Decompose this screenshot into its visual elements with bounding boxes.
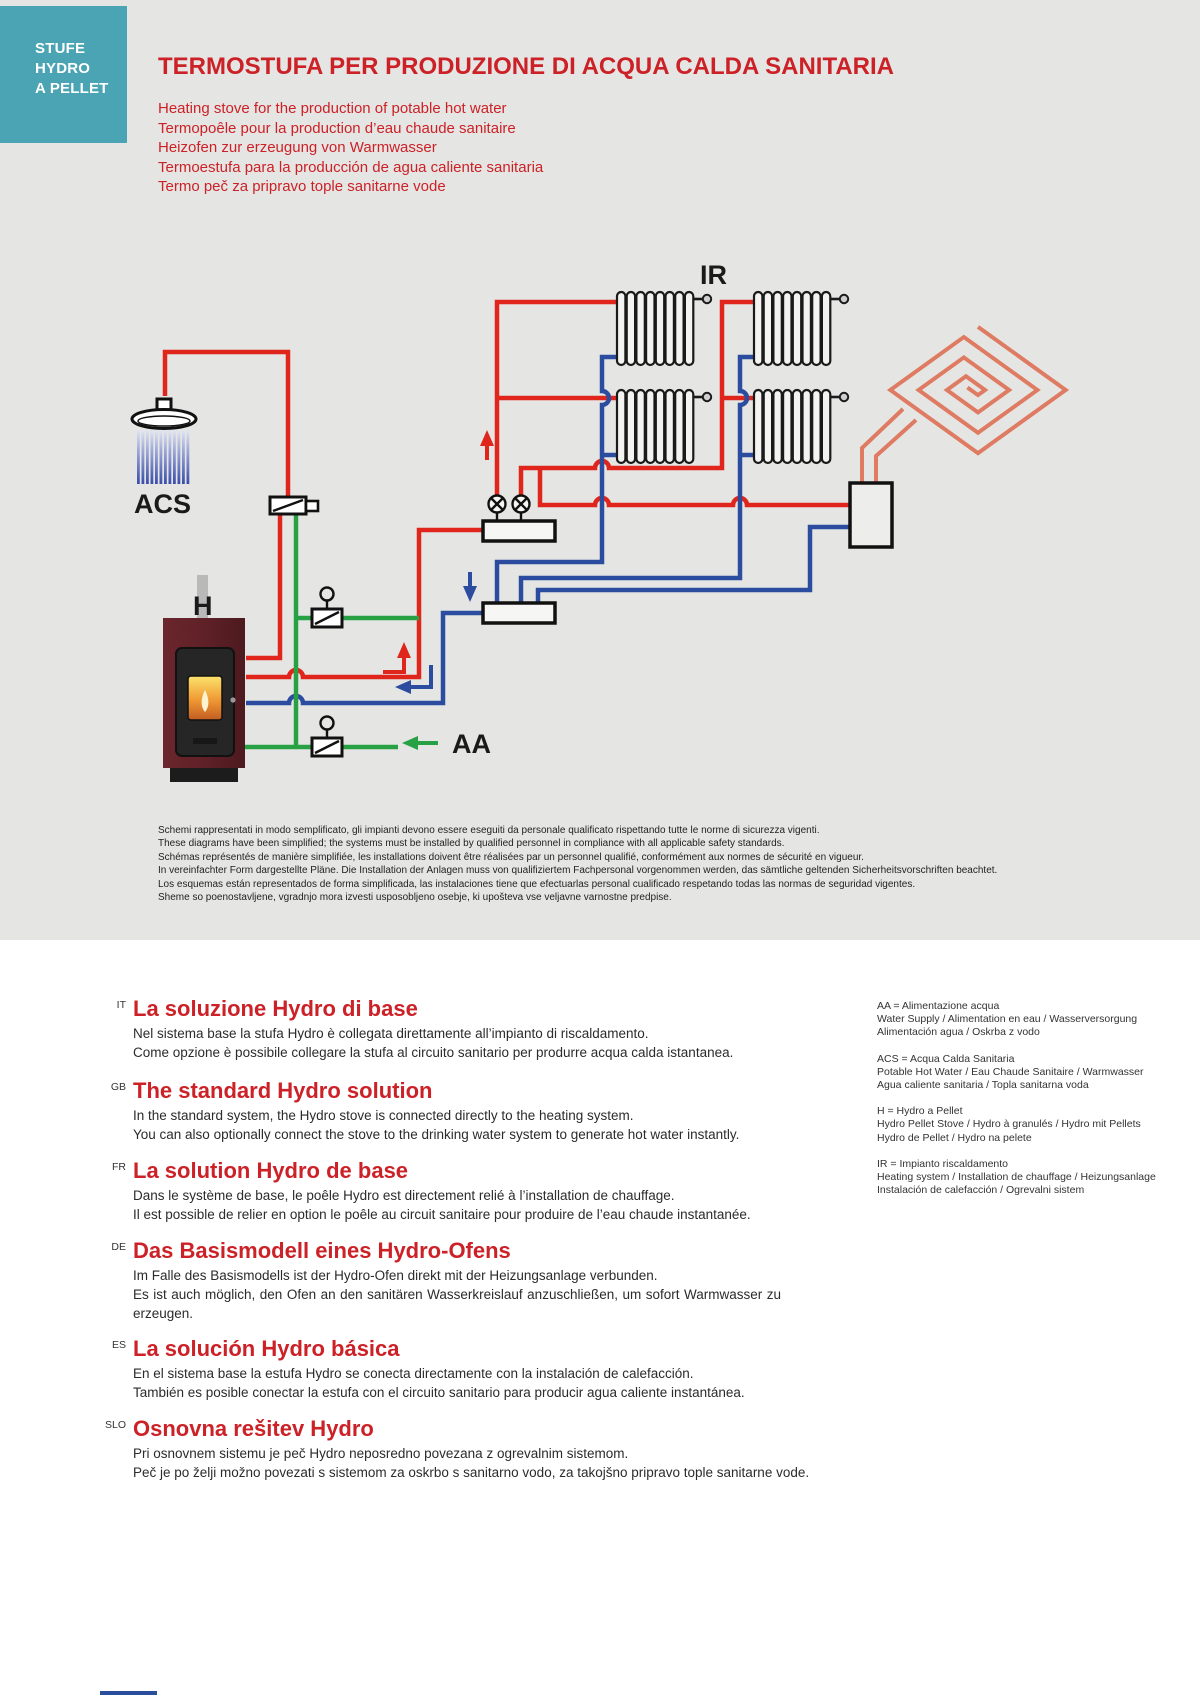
section-line: En el sistema base la estufa Hydro se conecta directamente con la instalación de calefacción. [133,1366,694,1381]
section-body [133,1444,833,1482]
section-line: In the standard system, the Hydro stove is connected directly to the heating system. [133,1108,634,1123]
shutoff-valve-icon [489,496,506,522]
floor-heating-coil-icon [862,327,1066,483]
pipe-return-collector [538,527,850,603]
section-line: Dans le système de base, le poêle Hydro est directement relié à l’installation de chauffage. [133,1188,675,1203]
section-heading: Osnovna rešitev Hydro [133,1416,374,1441]
pipe-to-collector [540,468,850,505]
label-ir: IR [700,260,727,290]
legend-line: Agua caliente sanitaria / Topla sanitarna voda [877,1079,1089,1092]
section-heading: The standard Hydro solution [133,1078,433,1103]
legend-line: Potable Hot Water / Eau Chaude Sanitaire / Warmwasser [877,1065,1144,1078]
flow-arrow-blue-left-stove [395,665,431,694]
supply-manifold [483,521,555,541]
shower-water-streams [137,430,189,484]
badge-line: STUFE [35,40,86,57]
legend-entry-acs [877,1053,1177,1093]
legend-entry-ir [877,1158,1177,1198]
legend-line: Instalación de calefacción / Ogrevalni sistem [877,1184,1085,1197]
legend-entry-h [877,1105,1177,1145]
language-code: GB [110,1081,126,1093]
language-code: SLO [104,1419,126,1431]
legend-line: Water Supply / Alimentation en eau / Wasserversorgung [877,1013,1138,1026]
legend-line: H = Hydro a Pellet [877,1105,963,1118]
label-h: H [193,591,213,621]
legend-line: Heating system / Installation de chauffage / Heizungsanlage [877,1171,1156,1184]
radiator-icon [617,390,711,463]
legend-line: Alimentación agua / Oskrba z vodo [877,1026,1040,1039]
section-heading: Das Basismodell eines Hydro-Ofens [133,1238,511,1263]
subtitle-line: Heating stove for the production of potable hot water [158,100,507,117]
section-line: Im Falle des Basismodells ist der Hydro-Ofen direkt mit der Heizungsanlage verbunden. [133,1268,658,1283]
disclaimer-line: Sheme so poenostavljene, vgradnjo mora izvesti usposobljeno osebje, ki upošteva vse veljavne varnostne predpise. [158,892,672,904]
shower-acs-icon [132,399,196,484]
language-code: DE [111,1241,126,1253]
section-body [133,1024,833,1062]
section-heading: La soluzione Hydro di base [133,996,418,1021]
disclaimer-line: Los esquemas están representados de forma simplificada, las instalaciones tiene que efectuarlas personal cualificado respetando todas las normas de seguridad vigentes. [158,878,916,890]
section-heading: La solution Hydro de base [133,1158,409,1183]
disclaimer-line: In vereinfachter Form dargestellte Pläne. Die Installation der Anlagen muss von qualifiziertem Fachpersonal vorgenommen werden, das sämtliche geltenden Sicherheitsvorschriften beachtet. [158,865,998,877]
disclaimer-block [158,824,997,904]
radiators-group [617,292,848,463]
radiator-icon [754,390,848,463]
disclaimer-line: Schemi rappresentati in modo semplificato, gli impianti devono essere eseguiti da personale qualificato rispettando tutte le norme di sicurezza vigenti. [158,825,820,836]
legend-entry-aa [877,1000,1177,1040]
section-body [133,1186,833,1224]
section-line: Es ist auch möglich, den Ofen an den sanitären Wasserkreislauf anzuschließen, um sofort Warmwasser zu erzeugen. [133,1287,781,1321]
legend-line: IR = Impianto riscaldamento [877,1157,1009,1170]
subtitle-line: Termopoêle pour la production d’eau chaude sanitaire [158,119,516,137]
section-line: Il est possible de relier en option le poêle au circuit sanitaire pour produire de l’eau chaude instantanée. [133,1207,751,1222]
legend-line: Hydro de Pellet / Hydro na pelete [877,1131,1032,1144]
hand-valve-icon [312,717,342,757]
badge-line: HYDRO [35,60,91,77]
green-cold-water-pipes [243,514,419,747]
section-line: Come opzione è possibile collegare la stufa al circuito sanitario per produrre acqua calda istantanea. [133,1045,734,1060]
shutoff-valve-icon [513,496,530,522]
section-line: Nel sistema base la stufa Hydro è collegata direttamente all’impianto di riscaldamento. [133,1026,649,1041]
language-code: ES [111,1339,126,1351]
flow-arrow-green-left-aa [402,736,438,750]
disclaimer-line: These diagrams have been simplified; the systems must be installed by qualified personnel in compliance with all applicable safety standards. [158,838,785,850]
section-body [133,1364,833,1402]
subtitle-line: Heizofen zur erzeugung von Warmwasser [158,139,437,156]
legend-block [877,1000,1177,1210]
language-code: FR [112,1161,126,1173]
legend-line: ACS = Acqua Calda Sanitaria [877,1052,1015,1065]
legend-line: Hydro Pellet Stove / Hydro à granulés / Hydro mit Pellets [877,1118,1141,1131]
flow-arrow-red-up-stove [383,642,411,672]
section-heading: La solución Hydro básica [133,1336,400,1361]
pipe-return-left [497,357,617,603]
section-line: Peč je po želji možno povezati s sistemom za oskrbo s sanitarno vodo, za takojšno pripravo tople sanitarne vode. [133,1465,810,1480]
pipe-acs-stove [246,514,280,658]
section-line: You can also optionally connect the stove to the drinking water system to generate hot water instantly. [133,1127,740,1142]
language-code: IT [116,999,126,1011]
legend-line: AA = Alimentazione acqua [877,1000,1000,1012]
hand-valve-icon [312,588,342,628]
radiator-icon [754,292,848,365]
flow-arrow-blue-down [463,572,477,602]
radiator-icon [617,292,711,365]
check-valve-icon [270,497,318,514]
floor-collector-box [850,483,892,547]
disclaimer-line: Schémas représentés de manière simplifiée, les installations doivent être réalisées par un personnel qualifié, conformément aux normes de sécurité en vigueur. [158,851,864,863]
section-body [133,1106,833,1144]
badge-line: A PELLET [35,80,109,97]
flow-arrow-red-up [480,430,494,460]
footer-accent-mark [100,1691,157,1695]
label-acs: ACS [134,489,192,519]
return-manifold [483,603,555,623]
section-line: Pri osnovnem sistemu je peč Hydro neposredno povezana z ogrevalnim sistemom. [133,1446,629,1461]
subtitle-line: Termoestufa para la producción de agua caliente sanitaria [158,158,544,176]
section-body [133,1266,781,1323]
subtitle-line: Termo peč za pripravo tople sanitarne vode [158,178,446,195]
label-aa: AA [452,729,491,759]
section-line: También es posible conectar la estufa con el circuito sanitario para producir agua caliente instantánea. [133,1385,745,1400]
page-title: TERMOSTUFA PER PRODUZIONE DI ACQUA CALDA SANITARIA [158,53,894,80]
